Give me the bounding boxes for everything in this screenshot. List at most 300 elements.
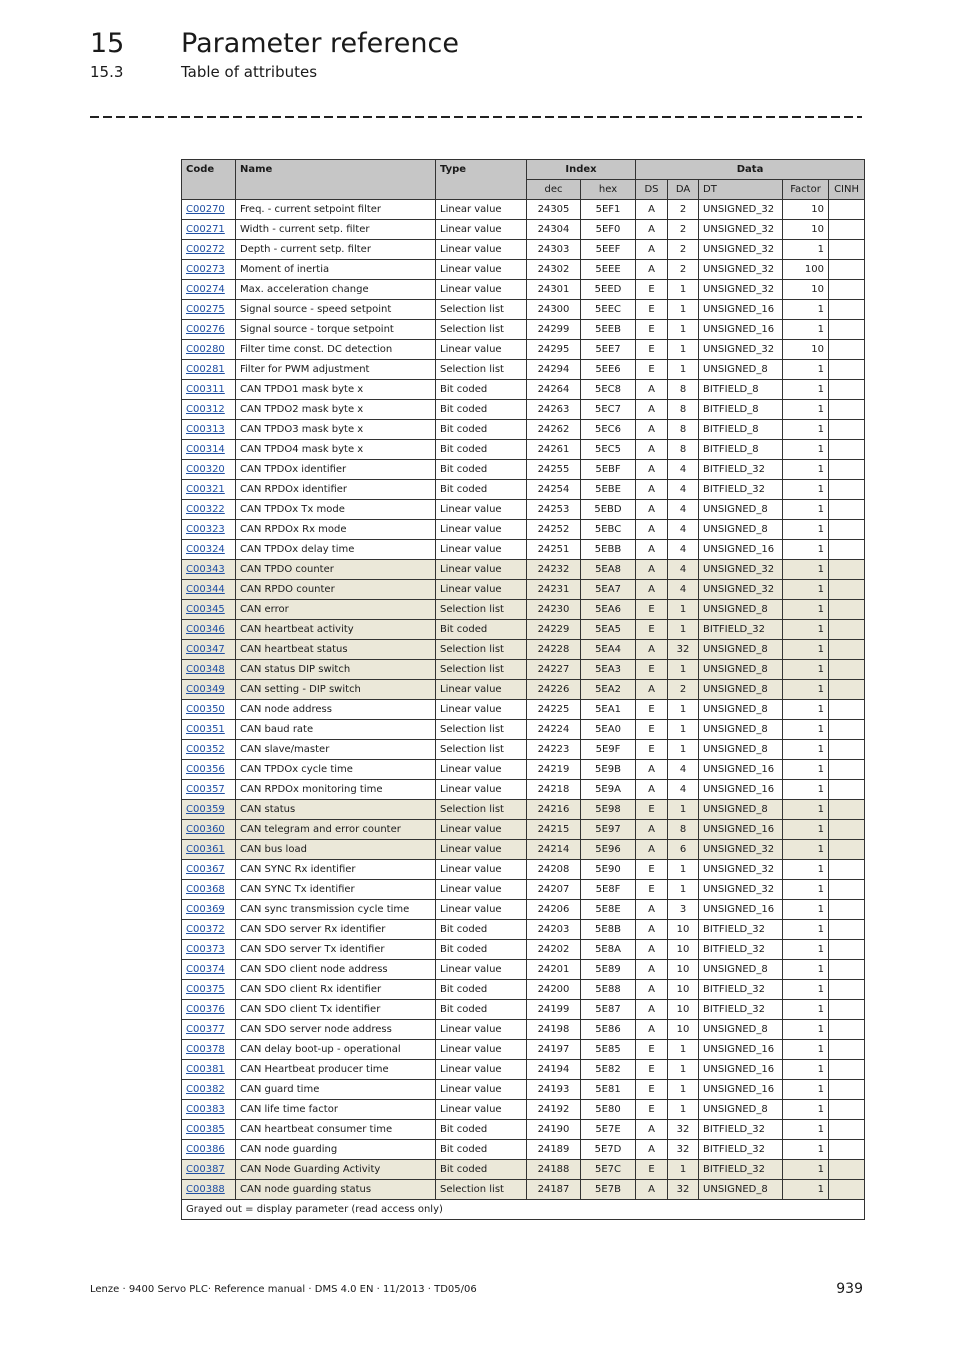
table-row [182,780,865,800]
cell-dec: 24192 [527,1100,581,1120]
header-cinh: CINH [829,180,865,200]
cell-factor: 1 [783,680,829,700]
header-name: Name [236,160,436,200]
parameter-code-link[interactable]: C00348 [186,664,225,675]
cell-da: 4 [668,480,699,500]
cell-code [182,400,236,420]
cell-name: CAN telegram and error counter [236,820,436,840]
cell-dt: UNSIGNED_8 [699,500,783,520]
cell-factor: 1 [783,980,829,1000]
cell-code [182,1000,236,1020]
cell-hex: 5EC6 [581,420,636,440]
cell-factor: 1 [783,360,829,380]
parameter-code-link[interactable]: C00386 [186,1144,225,1155]
cell-da: 4 [668,540,699,560]
parameter-code-link[interactable]: C00321 [186,484,225,495]
cell-ds: E [636,1160,668,1180]
cell-factor: 1 [783,600,829,620]
cell-cinh [829,860,865,880]
cell-name: Signal source - torque setpoint [236,320,436,340]
cell-cinh [829,540,865,560]
cell-ds: A [636,960,668,980]
cell-cinh [829,460,865,480]
table-row [182,1140,865,1160]
cell-name: CAN SDO client node address [236,960,436,980]
cell-name: CAN RPDO counter [236,580,436,600]
cell-code [182,520,236,540]
cell-cinh [829,780,865,800]
cell-code [182,420,236,440]
cell-dec: 24264 [527,380,581,400]
cell-hex: 5E89 [581,960,636,980]
cell-code [182,940,236,960]
cell-ds: E [636,880,668,900]
cell-type: Bit coded [436,1000,527,1020]
cell-cinh [829,580,865,600]
parameter-code-link[interactable]: C00359 [186,804,225,815]
parameter-code-link[interactable]: C00350 [186,704,225,715]
cell-code [182,1020,236,1040]
parameter-code-link[interactable]: C00324 [186,544,225,555]
cell-dec: 24215 [527,820,581,840]
table-row [182,360,865,380]
cell-hex: 5EA7 [581,580,636,600]
cell-da: 1 [668,1040,699,1060]
table-row [182,820,865,840]
cell-dec: 24218 [527,780,581,800]
parameter-code-link[interactable]: C00281 [186,364,225,375]
cell-factor: 1 [783,700,829,720]
cell-dec: 24303 [527,240,581,260]
cell-cinh [829,640,865,660]
cell-dec: 24294 [527,360,581,380]
parameter-code-link[interactable]: C00378 [186,1044,225,1055]
header-data: Data [636,160,865,180]
table-row [182,520,865,540]
parameter-code-link[interactable]: C00276 [186,324,225,335]
cell-hex: 5EBC [581,520,636,540]
parameter-code-link[interactable]: C00385 [186,1124,225,1135]
parameter-code-link[interactable]: C00381 [186,1064,225,1075]
cell-dec: 24225 [527,700,581,720]
cell-ds: A [636,580,668,600]
cell-ds: E [636,280,668,300]
cell-cinh [829,980,865,1000]
cell-ds: A [636,380,668,400]
cell-dt: BITFIELD_32 [699,1000,783,1020]
cell-factor: 1 [783,380,829,400]
cell-code [182,300,236,320]
parameter-code-link[interactable]: C00311 [186,384,225,395]
parameter-code-link[interactable]: C00347 [186,644,225,655]
parameter-code-link[interactable]: C00344 [186,584,225,595]
cell-type: Linear value [436,1060,527,1080]
cell-factor: 1 [783,760,829,780]
parameter-code-link[interactable]: C00367 [186,864,225,875]
table-row [182,880,865,900]
cell-ds: E [636,340,668,360]
cell-name: Filter time const. DC detection [236,340,436,360]
cell-code [182,1160,236,1180]
cell-da: 2 [668,260,699,280]
table-row [182,460,865,480]
parameter-code-link[interactable]: C00349 [186,684,225,695]
cell-cinh [829,220,865,240]
cell-code [182,1060,236,1080]
cell-code [182,1120,236,1140]
chapter-title: Parameter reference [181,28,459,59]
cell-name: Max. acceleration change [236,280,436,300]
cell-type: Linear value [436,500,527,520]
parameter-code-link[interactable]: C00377 [186,1024,225,1035]
cell-dt: UNSIGNED_8 [699,1180,783,1200]
cell-hex: 5E88 [581,980,636,1000]
cell-da: 1 [668,860,699,880]
cell-name: CAN TPDO1 mask byte x [236,380,436,400]
cell-name: CAN SYNC Tx identifier [236,880,436,900]
cell-ds: A [636,640,668,660]
cell-da: 10 [668,980,699,1000]
parameter-code-link[interactable]: C00320 [186,464,225,475]
cell-name: Moment of inertia [236,260,436,280]
parameter-code-link[interactable]: C00374 [186,964,225,975]
parameter-code-link[interactable]: C00271 [186,224,225,235]
parameter-code-link[interactable]: C00343 [186,564,225,575]
cell-dt: UNSIGNED_16 [699,1060,783,1080]
table-row [182,1060,865,1080]
cell-dec: 24190 [527,1120,581,1140]
cell-code [182,260,236,280]
parameter-code-link[interactable]: C00273 [186,264,225,275]
parameter-code-link[interactable]: C00356 [186,764,225,775]
parameter-code-link[interactable]: C00383 [186,1104,225,1115]
cell-ds: A [636,1120,668,1140]
cell-da: 8 [668,420,699,440]
cell-dt: UNSIGNED_16 [699,1080,783,1100]
cell-code [182,600,236,620]
cell-type: Bit coded [436,460,527,480]
cell-ds: A [636,780,668,800]
cell-dec: 24224 [527,720,581,740]
cell-cinh [829,1140,865,1160]
cell-factor: 1 [783,320,829,340]
cell-da: 1 [668,340,699,360]
cell-name: Filter for PWM adjustment [236,360,436,380]
table-row [182,500,865,520]
cell-name: CAN TPDOx delay time [236,540,436,560]
cell-name: CAN TPDOx identifier [236,460,436,480]
cell-type: Bit coded [436,920,527,940]
header-hex: hex [581,180,636,200]
cell-cinh [829,340,865,360]
cell-code [182,340,236,360]
cell-cinh [829,260,865,280]
table-row [182,860,865,880]
cell-da: 8 [668,400,699,420]
cell-dt: BITFIELD_32 [699,1140,783,1160]
cell-hex: 5E81 [581,1080,636,1100]
parameter-code-link[interactable]: C00376 [186,1004,225,1015]
cell-name: Signal source - speed setpoint [236,300,436,320]
cell-type: Selection list [436,640,527,660]
cell-ds: E [636,1060,668,1080]
cell-code [182,1040,236,1060]
cell-ds: A [636,920,668,940]
cell-da: 10 [668,1000,699,1020]
parameter-code-link[interactable]: C00352 [186,744,225,755]
cell-cinh [829,200,865,220]
cell-dt: BITFIELD_8 [699,380,783,400]
cell-dt: BITFIELD_32 [699,920,783,940]
table-body [182,200,865,1200]
table-row [182,760,865,780]
cell-dt: UNSIGNED_8 [699,640,783,660]
header-type: Type [436,160,527,200]
cell-ds: A [636,840,668,860]
parameter-code-link[interactable]: C00270 [186,204,225,215]
cell-code [182,240,236,260]
parameter-code-link[interactable]: C00275 [186,304,225,315]
table-row [182,540,865,560]
cell-dec: 24254 [527,480,581,500]
table-row [182,340,865,360]
cell-cinh [829,920,865,940]
cell-name: CAN node address [236,700,436,720]
parameter-code-link[interactable]: C00368 [186,884,225,895]
cell-da: 4 [668,760,699,780]
cell-dt: BITFIELD_32 [699,980,783,1000]
cell-type: Bit coded [436,480,527,500]
cell-hex: 5EA4 [581,640,636,660]
cell-code [182,740,236,760]
cell-dec: 24263 [527,400,581,420]
cell-type: Bit coded [436,1160,527,1180]
cell-dec: 24189 [527,1140,581,1160]
cell-da: 2 [668,220,699,240]
cell-dec: 24207 [527,880,581,900]
cell-type: Linear value [436,780,527,800]
cell-hex: 5EC5 [581,440,636,460]
cell-hex: 5EBE [581,480,636,500]
cell-cinh [829,360,865,380]
cell-cinh [829,300,865,320]
cell-da: 1 [668,700,699,720]
cell-type: Linear value [436,560,527,580]
cell-dec: 24227 [527,660,581,680]
cell-factor: 1 [783,660,829,680]
table-row [182,660,865,680]
cell-dt: UNSIGNED_8 [699,660,783,680]
cell-factor: 1 [783,1140,829,1160]
parameter-code-link[interactable]: C00357 [186,784,225,795]
parameter-code-link[interactable]: C00361 [186,844,225,855]
cell-ds: A [636,200,668,220]
parameter-code-link[interactable]: C00312 [186,404,225,415]
cell-dt: UNSIGNED_8 [699,680,783,700]
cell-dec: 24223 [527,740,581,760]
cell-hex: 5E85 [581,1040,636,1060]
page-number: 939 [836,1281,863,1297]
parameter-code-link[interactable]: C00369 [186,904,225,915]
cell-ds: A [636,260,668,280]
cell-factor: 1 [783,840,829,860]
parameter-code-link[interactable]: C00346 [186,624,225,635]
cell-dt: UNSIGNED_8 [699,960,783,980]
cell-name: CAN SDO client Tx identifier [236,1000,436,1020]
table-row [182,480,865,500]
cell-code [182,860,236,880]
cell-name: Depth - current setp. filter [236,240,436,260]
cell-dt: BITFIELD_32 [699,940,783,960]
parameter-code-link[interactable]: C00313 [186,424,225,435]
parameter-code-link[interactable]: C00388 [186,1184,225,1195]
cell-factor: 10 [783,200,829,220]
cell-name: CAN RPDOx identifier [236,480,436,500]
cell-ds: E [636,1100,668,1120]
cell-ds: E [636,660,668,680]
cell-factor: 1 [783,1100,829,1120]
cell-factor: 1 [783,300,829,320]
cell-da: 8 [668,820,699,840]
cell-hex: 5E82 [581,1060,636,1080]
cell-cinh [829,660,865,680]
cell-da: 10 [668,940,699,960]
cell-hex: 5EF0 [581,220,636,240]
cell-da: 2 [668,200,699,220]
cell-dt: UNSIGNED_16 [699,320,783,340]
table-row [182,1180,865,1200]
cell-hex: 5EA0 [581,720,636,740]
cell-dec: 24232 [527,560,581,580]
cell-type: Selection list [436,600,527,620]
cell-dec: 24200 [527,980,581,1000]
cell-dt: UNSIGNED_16 [699,900,783,920]
cell-ds: A [636,980,668,1000]
cell-ds: A [636,900,668,920]
cell-name: CAN TPDO2 mask byte x [236,400,436,420]
cell-da: 1 [668,600,699,620]
parameter-code-link[interactable]: C00375 [186,984,225,995]
cell-name: CAN TPDOx cycle time [236,760,436,780]
cell-dec: 24226 [527,680,581,700]
cell-cinh [829,700,865,720]
cell-cinh [829,840,865,860]
cell-code [182,840,236,860]
cell-dec: 24199 [527,1000,581,1020]
cell-code [182,700,236,720]
table-row [182,220,865,240]
cell-name: CAN heartbeat activity [236,620,436,640]
cell-hex: 5EEF [581,240,636,260]
cell-type: Linear value [436,1100,527,1120]
header-dt: DT [699,180,783,200]
cell-factor: 1 [783,640,829,660]
parameter-code-link[interactable]: C00272 [186,244,225,255]
cell-name: CAN slave/master [236,740,436,760]
parameter-code-link[interactable]: C00372 [186,924,225,935]
parameter-code-link[interactable]: C00280 [186,344,225,355]
cell-ds: E [636,1080,668,1100]
parameter-code-link[interactable]: C00373 [186,944,225,955]
cell-code [182,200,236,220]
parameter-code-link[interactable]: C00360 [186,824,225,835]
cell-dt: BITFIELD_32 [699,620,783,640]
cell-type: Bit coded [436,440,527,460]
parameter-code-link[interactable]: C00274 [186,284,225,295]
cell-factor: 1 [783,1080,829,1100]
cell-dec: 24252 [527,520,581,540]
cell-factor: 1 [783,720,829,740]
cell-da: 32 [668,1140,699,1160]
cell-dt: UNSIGNED_32 [699,580,783,600]
parameter-code-link[interactable]: C00323 [186,524,225,535]
cell-ds: E [636,740,668,760]
cell-ds: A [636,1000,668,1020]
cell-cinh [829,480,865,500]
cell-dt: BITFIELD_32 [699,1160,783,1180]
cell-cinh [829,400,865,420]
cell-name: CAN node guarding status [236,1180,436,1200]
cell-dec: 24300 [527,300,581,320]
cell-name: CAN TPDOx Tx mode [236,500,436,520]
cell-ds: A [636,480,668,500]
table-row [182,980,865,1000]
cell-type: Linear value [436,680,527,700]
cell-cinh [829,1080,865,1100]
cell-cinh [829,1060,865,1080]
cell-cinh [829,320,865,340]
parameter-code-link[interactable]: C00382 [186,1084,225,1095]
cell-name: CAN SDO server Tx identifier [236,940,436,960]
cell-code [182,640,236,660]
cell-da: 32 [668,1120,699,1140]
cell-type: Bit coded [436,1140,527,1160]
cell-ds: A [636,1180,668,1200]
parameter-code-link[interactable]: C00314 [186,444,225,455]
cell-hex: 5E8F [581,880,636,900]
cell-ds: A [636,520,668,540]
cell-code [182,1140,236,1160]
cell-type: Bit coded [436,980,527,1000]
cell-type: Selection list [436,740,527,760]
parameter-code-link[interactable]: C00322 [186,504,225,515]
cell-dec: 24193 [527,1080,581,1100]
cell-hex: 5E96 [581,840,636,860]
cell-code [182,500,236,520]
cell-da: 4 [668,560,699,580]
header-dec: dec [527,180,581,200]
parameter-code-link[interactable]: C00345 [186,604,225,615]
cell-cinh [829,800,865,820]
cell-ds: A [636,560,668,580]
cell-cinh [829,1000,865,1020]
cell-code [182,440,236,460]
parameter-code-link[interactable]: C00387 [186,1164,225,1175]
cell-da: 1 [668,880,699,900]
cell-hex: 5EA5 [581,620,636,640]
section-title: Table of attributes [181,63,318,81]
parameter-code-link[interactable]: C00351 [186,724,225,735]
cell-dec: 24228 [527,640,581,660]
cell-name: Width - current setp. filter [236,220,436,240]
cell-dt: UNSIGNED_16 [699,1040,783,1060]
cell-dt: BITFIELD_32 [699,480,783,500]
cell-factor: 1 [783,560,829,580]
cell-da: 2 [668,240,699,260]
cell-ds: A [636,820,668,840]
cell-da: 1 [668,360,699,380]
cell-da: 1 [668,660,699,680]
